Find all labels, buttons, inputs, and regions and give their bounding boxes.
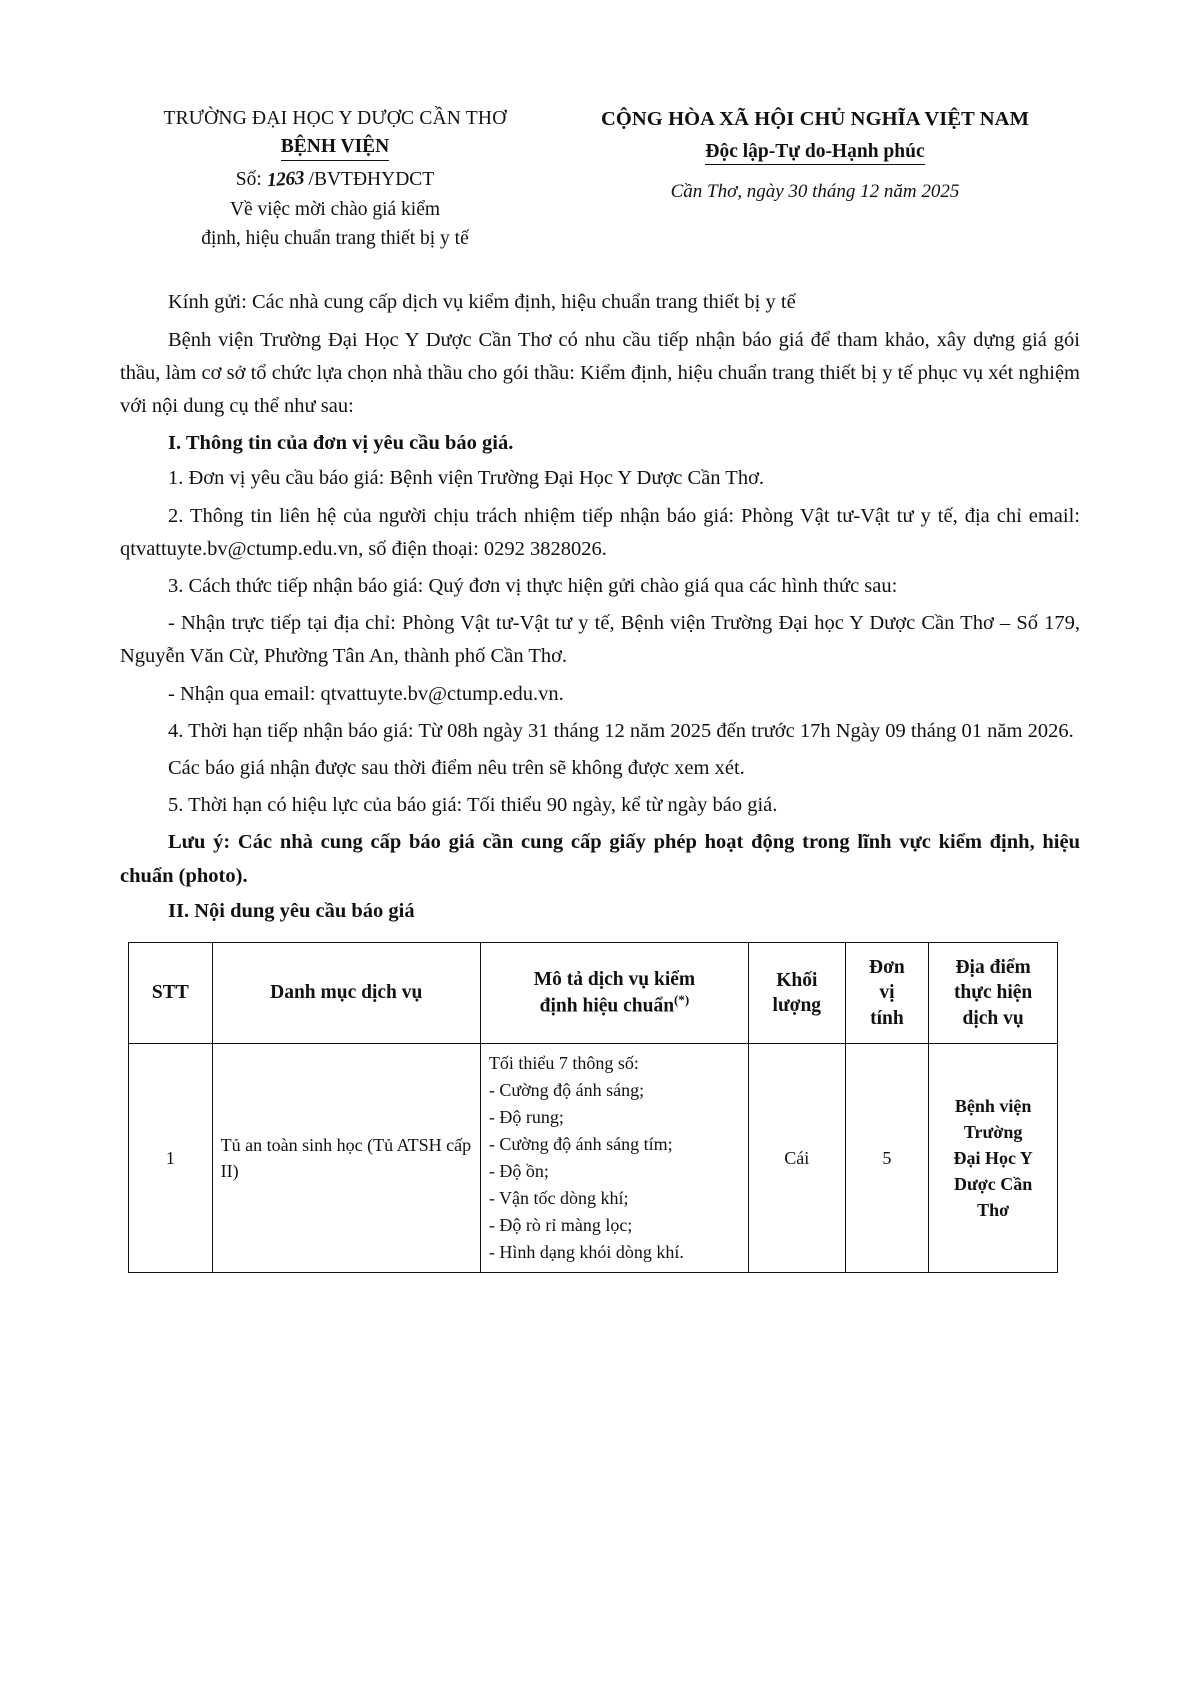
table-column-description-line2: định hiệu chuẩn (539, 995, 675, 1017)
section-1-item-5: 5. Thời hạn có hiệu lực của báo giá: Tối thiểu 90 ngày, kể từ ngày báo giá. (168, 794, 778, 817)
description-line: - Cường độ ánh sáng tím; (488, 1134, 673, 1155)
description-line: - Độ rò rỉ màng lọc; (488, 1215, 633, 1236)
table-column-service-name: Danh mục dịch vụ (212, 943, 480, 1044)
organization-unit-label: BỆNH VIỆN (281, 136, 390, 160)
table-header (129, 943, 1058, 1044)
description-line: - Độ ồn; (488, 1161, 549, 1182)
document-header (120, 105, 1080, 252)
table-column-unit-line1: Đơn (869, 957, 905, 979)
description-line: - Độ rung; (488, 1107, 564, 1128)
header-right-block (550, 105, 1080, 206)
recipient-line: Kính gửi: Các nhà cung cấp dịch vụ kiểm định, hiệu chuẩn trang thiết bị y tế (168, 291, 796, 314)
organization-name: TRƯỜNG ĐẠI HỌC Y DƯỢC CẦN THƠ (163, 108, 507, 129)
table-cell-stt: 1 (129, 1044, 213, 1273)
section-2-title: II. Nội dung yêu cầu báo giá (168, 899, 415, 922)
table-cell-description (480, 1044, 748, 1273)
table-cell-location (929, 1044, 1058, 1273)
table-column-location-line2: thực hiện (953, 982, 1033, 1004)
table-column-unit (845, 943, 929, 1044)
table-header-row (129, 943, 1058, 1044)
national-title: CỘNG HÒA XÃ HỘI CHỦ NGHĨA VIỆT NAM (600, 108, 1030, 130)
description-line: - Vận tốc dòng khí; (488, 1188, 629, 1209)
table-column-unit-line2: vị (879, 982, 895, 1004)
document-subject-line1: Về việc mời chào giá kiểm (229, 198, 441, 220)
location-line: Đại Học Y (953, 1148, 1033, 1169)
table-column-stt: STT (129, 943, 213, 1044)
table-cell-quantity: Cái (749, 1044, 846, 1273)
section-1-item-3-dash-1: - Nhận trực tiếp tại địa chỉ: Phòng Vật tư-Vật tư y tế, Bệnh viện Trường Đại học Y Dược Cần Thơ – Số 179, Nguyễn Văn Cừ, Phường Tân An, thành phố Cần Thơ. (120, 612, 1080, 668)
quote-requirements-table (128, 942, 1058, 1273)
section-1-title: I. Thông tin của đơn vị yêu cầu báo giá. (168, 432, 514, 455)
document-body (120, 286, 1080, 928)
table-column-location-line1: Địa điểm (955, 957, 1031, 979)
description-line: - Cường độ ánh sáng; (488, 1080, 645, 1101)
section-1-item-4-note: Các báo giá nhận được sau thời điểm nêu trên sẽ không được xem xét. (168, 757, 745, 780)
table-row (129, 1044, 1058, 1273)
location-line: Bệnh viện (954, 1095, 1032, 1116)
section-1-item-3: 3. Cách thức tiếp nhận báo giá: Quý đơn vị thực hiện gửi chào giá qua các hình thức sau: (168, 575, 898, 598)
table-cell-service-name: Tủ an toàn sinh học (Tủ ATSH cấp II) (212, 1044, 480, 1273)
table-column-description-footnote: (*) (674, 992, 690, 1008)
table-column-quantity-line2: lượng (772, 995, 822, 1017)
description-line: - Hình dạng khói dòng khí. (488, 1242, 684, 1263)
intro-paragraph: Bệnh viện Trường Đại Học Y Dược Cần Thơ có nhu cầu tiếp nhận báo giá để tham khảo, xây dựng giá gói thầu, làm cơ sở tổ chức lựa chọn nhà thầu cho gói thầu: Kiểm định, hiệu chuẩn trang thiết bị y tế phục vụ xét nghiệm với nội dung cụ thể như sau: (120, 328, 1080, 417)
document-number-suffix: /BVTĐHYDCT (308, 168, 435, 190)
table-column-location-line3: dịch vụ (962, 1007, 1024, 1029)
document-subject-line2: định, hiệu chuẩn trang thiết bị y tế (201, 228, 469, 250)
document-content (120, 105, 1080, 1273)
document-number-prefix: Số: (235, 168, 262, 190)
organization-unit (120, 133, 550, 161)
description-line: Tối thiểu 7 thông số: (488, 1053, 639, 1074)
table-column-quantity (749, 943, 846, 1044)
table-column-quantity-line1: Khối (776, 969, 818, 991)
document-number-handwritten: 1263 (265, 167, 305, 191)
table-column-unit-line3: tính (870, 1007, 904, 1029)
important-note: Lưu ý: Các nhà cung cấp báo giá cần cung cấp giấy phép hoạt động trong lĩnh vực kiểm định, hiệu chuẩn (photo). (120, 831, 1080, 887)
place-and-date: Cần Thơ, ngày 30 tháng 12 năm 2025 (670, 180, 960, 202)
location-line: Trường (963, 1121, 1023, 1142)
header-left-block (120, 105, 550, 252)
section-1-item-3-dash-2: - Nhận qua email: qtvattuyte.bv@ctump.edu.vn. (168, 682, 564, 705)
section-1-item-2: 2. Thông tin liên hệ của người chịu trách nhiệm tiếp nhận báo giá: Phòng Vật tư-Vật tư y tế, địa chỉ email: qtvattuyte.bv@ctump.edu.vn, số điện thoại: 0292 3828026. (120, 504, 1080, 560)
table-column-description-line1: Mô tả dịch vụ kiểm (533, 968, 696, 990)
table-cell-unit: 5 (845, 1044, 929, 1273)
section-1-item-1: 1. Đơn vị yêu cầu báo giá: Bệnh viện Trường Đại Học Y Dược Cần Thơ. (168, 467, 765, 490)
location-line: Dược Cần (953, 1174, 1033, 1195)
table-body (129, 1044, 1058, 1273)
section-1-item-4: 4. Thời hạn tiếp nhận báo giá: Từ 08h ngày 31 tháng 12 năm 2025 đến trước 17h Ngày 09 tháng 01 năm 2026. (168, 719, 1074, 742)
document-number (120, 166, 550, 194)
table-column-location (929, 943, 1058, 1044)
table-column-description (480, 943, 748, 1044)
national-motto (550, 138, 1080, 166)
location-line: Thơ (977, 1200, 1010, 1221)
national-motto-label: Độc lập-Tự do-Hạnh phúc (705, 141, 924, 165)
